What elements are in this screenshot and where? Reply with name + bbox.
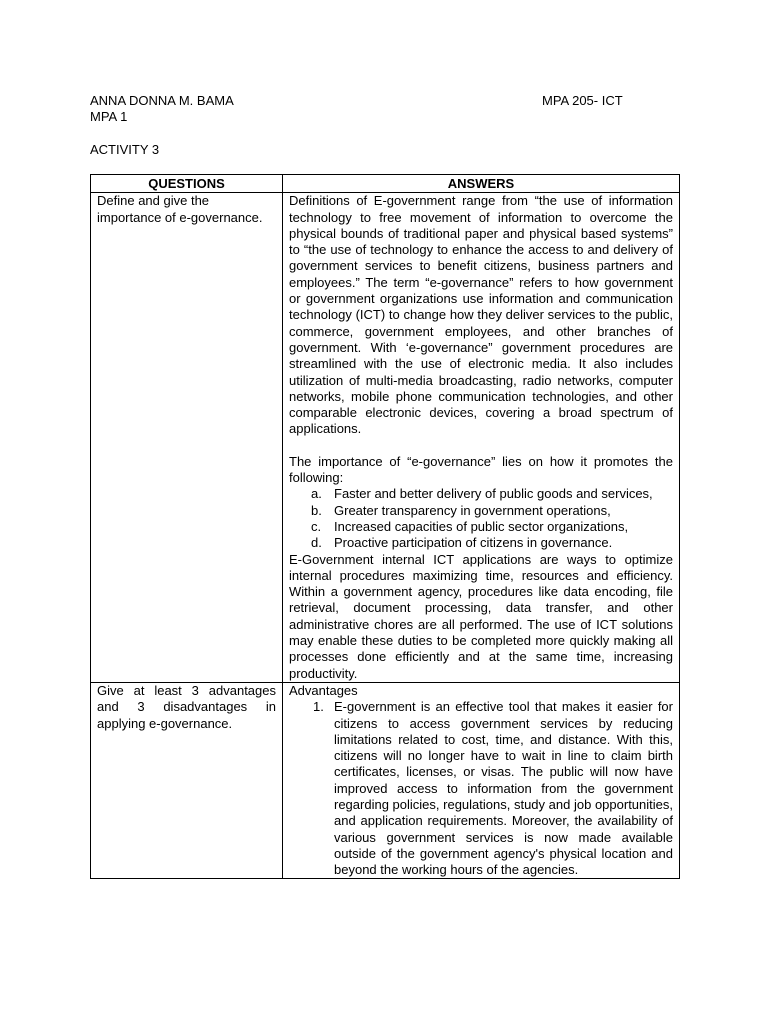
questions-column-header: QUESTIONS — [91, 175, 283, 193]
table-row — [91, 193, 680, 683]
question-text: Define and give the importance of e-governance. — [97, 193, 263, 225]
question-text: Give at least 3 advantages and 3 disadvantages in applying e-governance. — [97, 682, 276, 731]
list-item: b. Greater transparency in government operations, — [311, 502, 611, 518]
list-item: a. Faster and better delivery of public goods and services, — [311, 486, 653, 502]
answer-paragraph: E-Government internal ICT applications are ways to optimize internal procedures maximizing time, resources and efficiency. Within a government agency, procedures like data encoding, file retrieval, document processing, data transfer, and other administrative chores are all performed. The use of ICT solutions may enable these duties to be completed more quickly making all processes done efficiently and at the same time, increasing productivity. — [289, 551, 673, 681]
importance-list — [289, 486, 673, 551]
advantages-list — [289, 699, 673, 878]
answer-heading: Advantages — [289, 682, 358, 698]
question-cell — [91, 193, 283, 683]
course-code: MPA 205- ICT — [542, 93, 623, 108]
table-row — [91, 682, 680, 879]
answers-column-header: ANSWERS — [283, 175, 680, 193]
answer-cell — [283, 682, 680, 879]
program-label: MPA 1 — [90, 109, 128, 124]
answer-cell — [283, 193, 680, 683]
table-header-row — [91, 175, 680, 193]
list-item: c. Increased capacities of public sector organizations, — [311, 518, 629, 534]
list-item: d. Proactive participation of citizens in governance. — [311, 535, 613, 551]
answer-paragraph: The importance of “e-governance” lies on how it promotes the following: — [289, 453, 673, 486]
qa-table — [90, 174, 680, 879]
question-cell — [91, 682, 283, 879]
author-name: ANNA DONNA M. BAMA — [90, 93, 234, 108]
activity-title: ACTIVITY 3 — [90, 142, 160, 157]
answer-paragraph: Definitions of E-government range from “the use of information technology to free movement of information to overcome the physical bounds of traditional paper and physical based systems” to “the use of technology to enhance the access to and delivery of government services to benefit citizens, business partners and employees.” The term “e-governance” refers to how government or government organizations use information and communication technology (ICT) to change how they deliver services to the public, commerce, government employees, and other branches of government. With ‘e-governance” government procedures are streamlined with the use of electronic media. It also includes utilization of multi-media broadcasting, radio networks, computer networks, mobile phone communication technologies, and other comparable electronic devices, covering a broad spectrum of applications. — [289, 193, 673, 437]
list-item: 1. E-government is an effective tool that makes it easier for citizens to access government services by reducing limitations related to cost, time, and distance. With this, citizens will no longer have to wait in line to claim birth certificates, licenses, or visas. The public will now have improved access to information from the government regarding policies, regulations, study and job opportunities, and application requirements. Moreover, the availability of various government services is now made available outside of the government agency's physical location and beyond the working hours of the agencies. — [313, 699, 673, 878]
